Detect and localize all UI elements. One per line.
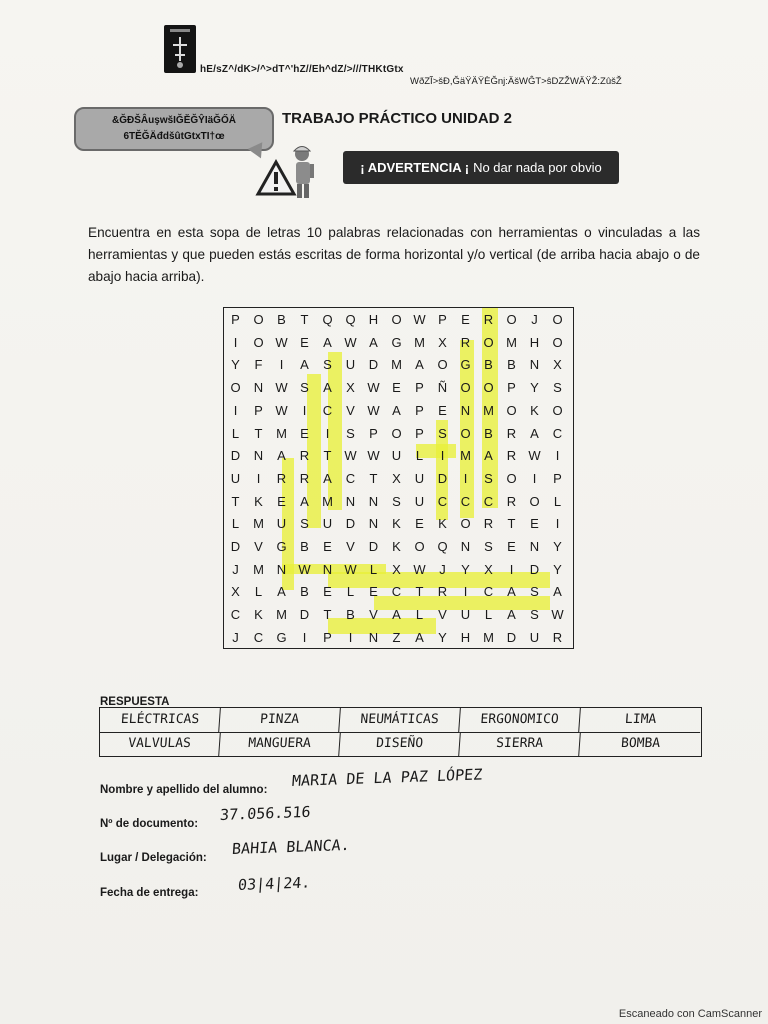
grid-letter: Y: [461, 561, 470, 577]
grid-letter: A: [392, 607, 401, 623]
grid-letter: O: [391, 425, 402, 441]
grid-letter: O: [506, 470, 517, 486]
grid-letter: W: [344, 561, 357, 577]
grid-letter: A: [415, 357, 424, 373]
scanner-watermark: Escaneado con CamScanner: [618, 1008, 762, 1020]
grid-letter: E: [530, 516, 539, 532]
document-number-label: Nº de documento:: [100, 818, 199, 830]
grid-letter: P: [415, 425, 424, 441]
grid-letter: O: [460, 516, 471, 532]
bubble-line-1: &ĞĐŠÂuşwšIĞĔĞŶIäĞŐÄ: [112, 115, 236, 126]
grid-letter: P: [231, 312, 240, 327]
response-cell-border: [99, 708, 221, 733]
grid-letter: I: [463, 470, 468, 486]
grid-letter: X: [438, 334, 447, 350]
warning-banner: [343, 151, 619, 184]
grid-letter: E: [300, 425, 309, 441]
grid-letter: A: [415, 629, 424, 645]
grid-letter: I: [302, 629, 307, 645]
grid-letter: A: [323, 380, 332, 396]
grid-letter: A: [323, 334, 332, 350]
grid-letter: C: [322, 402, 333, 418]
grid-letter: M: [483, 629, 494, 645]
response-cell: BOMBA: [620, 736, 661, 751]
grid-letter: U: [529, 629, 540, 645]
grid-letter: M: [460, 448, 471, 464]
grid-letter: A: [277, 448, 286, 464]
grid-letter: W: [367, 402, 380, 418]
grid-letter: T: [507, 516, 516, 532]
grid-letter: M: [322, 493, 333, 509]
grid-letter: R: [483, 312, 494, 327]
response-table: [99, 707, 702, 757]
grid-letter: W: [344, 448, 357, 464]
grid-letter: V: [438, 607, 447, 623]
header-line-1: hE/sZ^/dK>/^>dT^'hZ//Eh^dZ/>///THKtGtx: [200, 64, 404, 75]
grid-letter: S: [553, 380, 562, 396]
grid-letter: E: [415, 516, 424, 532]
grid-letter: N: [253, 448, 264, 464]
grid-letter: Ñ: [437, 380, 448, 396]
grid-letter: O: [253, 312, 264, 327]
grid-letter: I: [233, 402, 238, 418]
grid-letter: I: [463, 584, 468, 600]
grid-letter: O: [460, 425, 471, 441]
grid-letter: R: [276, 470, 287, 486]
grid-letter: O: [529, 493, 540, 509]
grid-letter: U: [460, 607, 471, 623]
grid-letter: D: [299, 607, 310, 623]
grid-letter: M: [414, 334, 425, 350]
grid-letter: R: [437, 584, 448, 600]
grid-letter: D: [506, 629, 517, 645]
grid-letter: A: [300, 493, 309, 509]
grid-letter: A: [323, 470, 332, 486]
grid-letter: C: [552, 425, 563, 441]
grid-letter: S: [484, 470, 493, 486]
grid-letter: I: [325, 425, 330, 441]
grid-letter: L: [231, 425, 240, 441]
grid-letter: T: [300, 312, 309, 327]
grid-letter: X: [484, 561, 493, 577]
grid-letter: W: [413, 312, 426, 327]
grid-letter: B: [277, 312, 286, 327]
grid-letter: W: [275, 380, 288, 396]
grid-letter: N: [322, 561, 333, 577]
grid-letter: H: [460, 629, 471, 645]
grid-letter: G: [460, 357, 471, 373]
grid-letter: J: [232, 629, 239, 645]
grid-letter: G: [276, 629, 287, 645]
page-title: TRABAJO PRÁCTICO UNIDAD 2: [282, 110, 513, 127]
grid-letter: O: [253, 334, 264, 350]
grid-letter: M: [253, 561, 264, 577]
grid-letter: N: [529, 357, 540, 373]
grid-letter: A: [484, 448, 493, 464]
grid-letter: I: [256, 470, 261, 486]
grid-letter: G: [276, 539, 287, 554]
grid-letter: L: [254, 584, 263, 600]
grid-letter: C: [437, 493, 448, 509]
grid-letter: M: [506, 334, 517, 350]
grid-letter: O: [460, 380, 471, 396]
grid-letter: K: [254, 607, 263, 623]
grid-letter: A: [369, 334, 378, 350]
grid-letter: L: [415, 448, 424, 464]
grid-letter: K: [392, 539, 401, 554]
delivery-date-value: 03|4|24.: [237, 873, 312, 894]
response-cell: ERGONOMICO: [459, 708, 581, 733]
grid-letter: I: [509, 561, 514, 577]
grid-letter: K: [392, 516, 401, 532]
grid-letter: K: [438, 516, 447, 532]
response-cell: PINZA: [219, 708, 341, 733]
grid-letter: E: [300, 334, 309, 350]
grid-letter: N: [368, 516, 379, 532]
grid-letter: L: [346, 584, 355, 600]
grid-letter: E: [438, 402, 447, 418]
grid-letter: U: [322, 516, 333, 532]
grid-letter: D: [529, 561, 540, 577]
grid-letter: I: [233, 334, 238, 350]
grid-letter: N: [460, 539, 471, 554]
grid-letter: D: [368, 357, 379, 373]
grid-letter: M: [276, 425, 287, 441]
grid-letter: U: [276, 516, 287, 532]
grid-letter: Q: [437, 539, 448, 554]
response-cell: NEUMÁTICAS: [339, 708, 461, 733]
grid-letter: O: [506, 402, 517, 418]
grid-letter: U: [414, 493, 425, 509]
grid-letter: L: [415, 607, 424, 623]
grid-letter: S: [438, 425, 447, 441]
grid-letter: S: [530, 607, 539, 623]
grid-letter: T: [231, 493, 240, 509]
grid-letter: Y: [438, 629, 447, 645]
grid-letter: S: [484, 539, 493, 554]
grid-letter: D: [230, 539, 241, 554]
grid-letter: R: [483, 516, 494, 532]
grid-letter: O: [414, 539, 425, 554]
grid-letter: D: [230, 448, 241, 464]
word-search-grid: [223, 307, 574, 649]
grid-letter: F: [254, 357, 263, 373]
grid-letter: K: [530, 402, 539, 418]
grid-letter: E: [369, 584, 378, 600]
grid-letter: R: [299, 470, 310, 486]
grid-letter: I: [555, 516, 560, 532]
grid-letter: R: [506, 493, 517, 509]
grid-letter: N: [529, 539, 540, 554]
grid-letter: A: [300, 357, 309, 373]
warning-text: No dar nada por obvio: [473, 160, 602, 175]
bubble-line-2: 6TĚĞÄđdšûtGtxTI†œ: [123, 131, 225, 142]
grid-letter: Y: [530, 380, 539, 396]
response-cell: LIMA: [579, 708, 702, 733]
grid-letter: Y: [553, 539, 562, 554]
grid-letter: S: [323, 357, 332, 373]
response-cell: SIERRA: [459, 732, 581, 757]
grid-letter: V: [254, 539, 263, 554]
grid-letter: T: [415, 584, 424, 600]
grid-letter: W: [528, 448, 541, 464]
grid-letter: H: [368, 312, 379, 327]
grid-letter: T: [254, 425, 263, 441]
grid-letter: C: [230, 607, 241, 623]
grid-letter: J: [531, 312, 538, 327]
grid-letter: C: [253, 629, 264, 645]
grid-letter: B: [300, 584, 309, 600]
speech-bubble: [74, 107, 274, 151]
grid-letter: W: [275, 334, 288, 350]
grid-letter: M: [483, 402, 494, 418]
response-label: RESPUESTA: [100, 696, 170, 708]
header-line-2: WðZĨ>šÐ,ĞäŸÄŸÈĞnj:ÄšWĜT>ŝDZŽWÄŸŽ:ZûšŽ: [410, 76, 622, 87]
grid-letter: P: [369, 425, 378, 441]
grid-letter: D: [345, 516, 356, 532]
grid-letter: C: [460, 493, 471, 509]
grid-letter: E: [507, 539, 516, 554]
grid-letter: P: [553, 470, 562, 486]
student-name-label: Nombre y apellido del alumno:: [100, 784, 268, 796]
grid-letter: N: [368, 629, 379, 645]
grid-letter: O: [552, 312, 563, 327]
grid-letter: W: [275, 402, 288, 418]
grid-letter: W: [344, 334, 357, 350]
construction-worker-warning-icon: [254, 140, 324, 200]
grid-letter: B: [484, 425, 493, 441]
grid-letter: S: [392, 493, 401, 509]
grid-letter: O: [552, 334, 563, 350]
grid-letter: X: [231, 584, 240, 600]
warning-label: ¡ ADVERTENCIA ¡: [360, 160, 470, 175]
grid-letter: S: [530, 584, 539, 600]
grid-letter: A: [507, 584, 516, 600]
grid-letter: Q: [322, 312, 333, 327]
grid-letter: O: [506, 312, 517, 327]
grid-letter: R: [506, 425, 517, 441]
grid-letter: J: [439, 561, 446, 577]
grid-letter: L: [553, 493, 562, 509]
grid-letter: W: [367, 380, 380, 396]
grid-letter: S: [300, 516, 309, 532]
grid-letter: A: [277, 584, 286, 600]
response-cell: DISEÑO: [339, 732, 461, 757]
grid-letter: N: [368, 493, 379, 509]
grid-letter: P: [415, 380, 424, 396]
grid-letter: P: [254, 402, 263, 418]
grid-letter: P: [507, 380, 516, 396]
grid-letter: H: [529, 334, 540, 350]
grid-letter: R: [552, 629, 563, 645]
grid-letter: E: [323, 584, 332, 600]
grid-letter: I: [279, 357, 284, 373]
place-value: BAHIA BLANCA.: [231, 835, 351, 858]
grid-letter: D: [437, 470, 448, 486]
instructions-paragraph: Encuentra en esta sopa de letras 10 palabras relacionadas con herramientas o vinculadas a las herramientas y que pueden estás escritas de forma horizontal y/o vertical (de arriba hacia abajo o de abajo hacia arriba).: [88, 225, 700, 284]
grid-letter: G: [391, 334, 402, 350]
grid-letter: X: [392, 470, 401, 486]
grid-letter: O: [483, 380, 494, 396]
grid-letter: E: [461, 312, 470, 327]
grid-letter: B: [300, 539, 309, 554]
grid-letter: S: [300, 380, 309, 396]
grid-letter: X: [553, 357, 562, 373]
delivery-date-label: Fecha de entrega:: [100, 887, 199, 899]
grid-letter: W: [551, 607, 564, 623]
grid-letter: N: [460, 402, 471, 418]
grid-letter: Q: [345, 312, 356, 327]
grid-letter: D: [368, 539, 379, 554]
grid-letter: C: [483, 584, 494, 600]
grid-letter: L: [231, 516, 240, 532]
student-name-value: MARIA DE LA PAZ LÓPEZ: [291, 765, 483, 790]
response-cell: ELÉCTRICAS: [99, 708, 221, 733]
grid-letter: K: [254, 493, 263, 509]
grid-letter: I: [440, 448, 445, 464]
grid-letter: B: [507, 357, 516, 373]
grid-letter: Z: [392, 629, 401, 645]
grid-letter: W: [367, 448, 380, 464]
grid-letter: L: [369, 561, 378, 577]
grid-letter: A: [530, 425, 539, 441]
document-number-value: 37.056.516: [219, 802, 312, 824]
grid-letter: O: [483, 334, 494, 350]
grid-letter: S: [346, 425, 355, 441]
grid-letter: C: [483, 493, 494, 509]
grid-letter: V: [346, 539, 355, 554]
grid-letter: Y: [553, 561, 562, 577]
grid-letter: B: [346, 607, 355, 623]
grid-letter: U: [345, 357, 356, 373]
grid-letter: N: [253, 380, 264, 396]
grid-letter: P: [415, 402, 424, 418]
grid-letter: E: [392, 380, 401, 396]
place-label: Lugar / Delegación:: [100, 852, 207, 864]
grid-letter: E: [277, 493, 286, 509]
grid-letter: W: [413, 561, 426, 577]
school-crest-logo: [164, 25, 196, 73]
grid-letter: X: [392, 561, 401, 577]
grid-letter: T: [323, 448, 332, 464]
grid-letter: I: [555, 448, 560, 464]
grid-letter: W: [298, 561, 311, 577]
grid-letter: I: [348, 629, 353, 645]
grid-letter: X: [346, 380, 355, 396]
grid-letter: V: [369, 607, 378, 623]
grid-letter: T: [323, 607, 332, 623]
grid-letter: R: [460, 334, 471, 350]
grid-letter: O: [230, 380, 241, 396]
grid-letter: O: [437, 357, 448, 373]
response-cell: VALVULAS: [99, 732, 221, 757]
grid-letter: L: [484, 607, 493, 623]
grid-letter: B: [484, 357, 493, 373]
grid-letter: A: [553, 584, 562, 600]
grid-letter: U: [414, 470, 425, 486]
grid-letter: R: [506, 448, 517, 464]
grid-letter: N: [276, 561, 287, 577]
grid-letter: P: [323, 629, 332, 645]
grid-letter: A: [507, 607, 516, 623]
response-cell: MANGUERA: [219, 732, 341, 757]
grid-letter: N: [345, 493, 356, 509]
grid-letter: A: [392, 402, 401, 418]
grid-letter: C: [391, 584, 402, 600]
grid-letter: J: [232, 561, 239, 577]
grid-letter: I: [302, 402, 307, 418]
grid-letter: C: [345, 470, 356, 486]
grid-letter: V: [346, 402, 355, 418]
grid-letter: Y: [231, 357, 240, 373]
grid-letter: U: [230, 470, 241, 486]
grid-letter: M: [391, 357, 402, 373]
grid-letter: T: [369, 470, 378, 486]
grid-letter: O: [391, 312, 402, 327]
grid-letter: O: [552, 402, 563, 418]
grid-letter: M: [253, 516, 264, 532]
grid-letter: I: [532, 470, 537, 486]
grid-letter: M: [276, 607, 287, 623]
grid-letter: U: [391, 448, 402, 464]
grid-letter: P: [438, 312, 447, 327]
grid-letter: R: [299, 448, 310, 464]
grid-letter: E: [323, 539, 332, 554]
